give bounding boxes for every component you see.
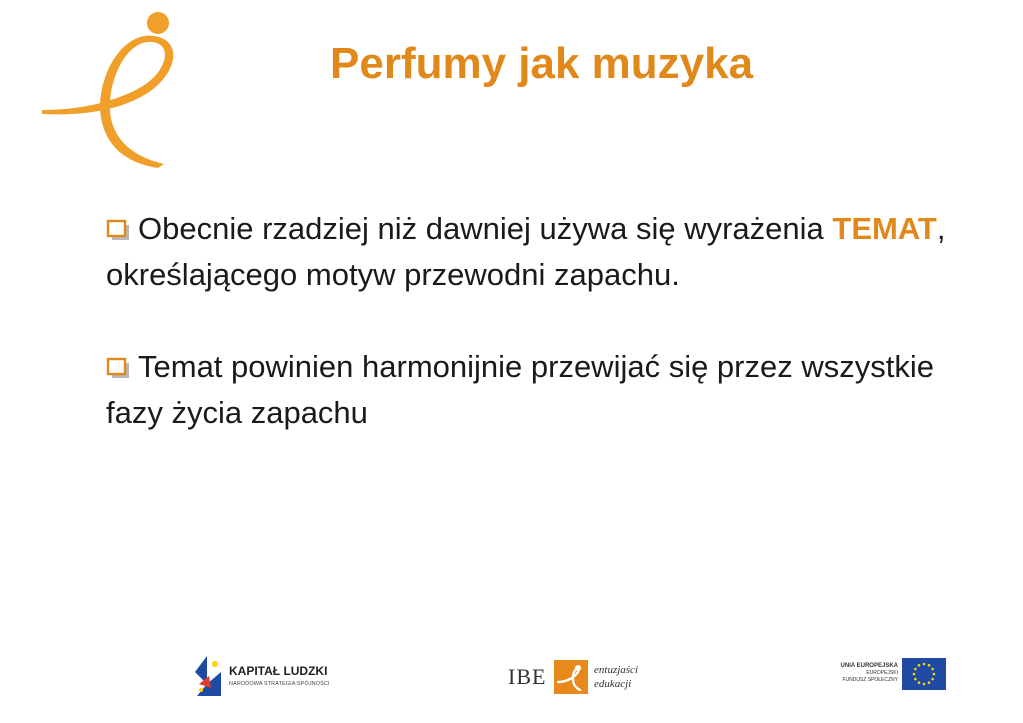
eu-star [928,664,931,667]
bullet-item [106,206,986,298]
eu-star [923,663,926,666]
ibe-emblem-icon [554,660,588,694]
bullet-text: Obecnie rzadziej niż dawniej używa się wyrażenia [138,211,833,246]
bullet-item [106,344,986,436]
footer-logos [0,650,1023,706]
eu-star [918,681,921,684]
kapital-ludzki-emblem [193,654,223,698]
eu-line: FUNDUSZ SPOŁECZNY [842,677,898,683]
bullet-text: , określającego motyw przewodni zapachu. [106,211,946,292]
eu-star [933,673,936,676]
eu-star [913,673,916,676]
eu-star [918,664,921,667]
ibe-logo [508,656,648,700]
ibe-tagline: entuzjaści [594,664,638,676]
checkbox-bullet-icon [106,219,132,241]
eu-line: UNIA EUROPEJSKA [840,663,898,669]
eu-line: EUROPEJSKI [866,670,898,676]
kapital-ludzki-subtitle: NARODOWA STRATEGIA SPÓJNOŚCI [229,681,330,687]
slide-title: Perfumy jak muzyka [330,39,754,88]
kapital-ludzki-name: KAPITAŁ LUDZKI [229,664,328,678]
eu-star [931,678,934,681]
kapital-ludzki-logo [193,652,353,702]
eu-star [931,668,934,671]
eu-star [914,668,917,671]
ibe-tagline: edukacji [594,678,632,690]
eu-star [914,678,917,681]
eu-logo [830,658,946,698]
bullet-text: Temat powinien harmonijnie przewijać się przez wszystkie fazy życia zapachu [106,349,934,430]
bullet-list [106,206,986,436]
eu-star [928,681,931,684]
checkbox-bullet-icon [106,357,132,379]
eu-flag-icon [902,658,946,690]
ibe-name: IBE [508,664,547,689]
eu-star [923,683,926,686]
orange-ribbon-figure-logo [40,6,180,168]
eu-text [841,662,898,684]
bullet-emphasis: TEMAT [832,211,937,246]
